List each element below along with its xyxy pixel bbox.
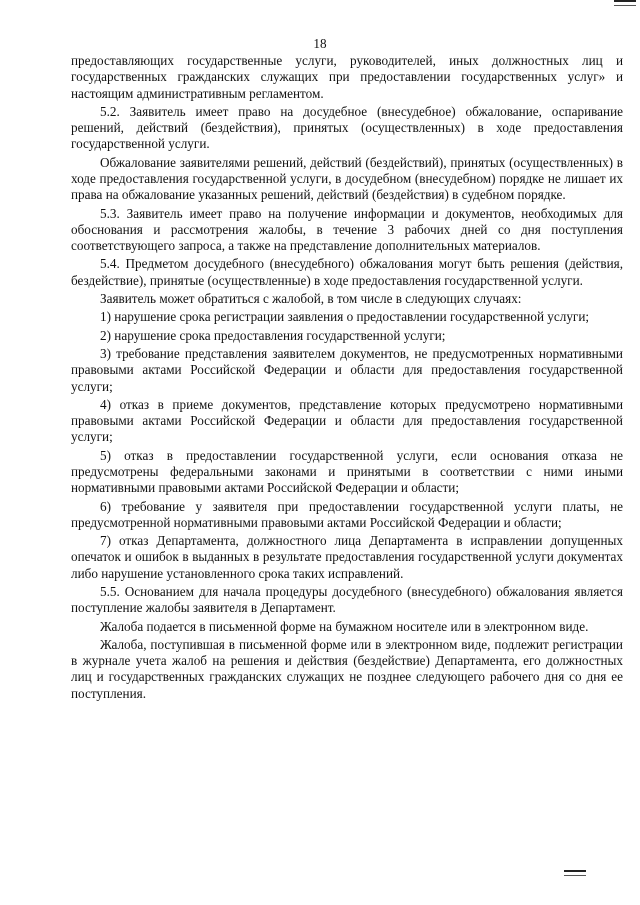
paragraph-complaint-form: Жалоба подается в письменной форме на бумажном носителе или в электронном виде. xyxy=(100,618,589,634)
list-item-4: 4) отказ в приеме документов, представление которых предусмотрено нормативными правовыми актами Российской Федерации и области для предоставления государственной услуги; xyxy=(71,396,623,445)
document-body xyxy=(71,53,623,704)
paragraph-5-3: 5.3. Заявитель имеет право на получение информации и документов, необходимых для обоснования и рассмотрения жалобы, в течение 3 рабочих дней со дня поступления соответствующего запроса, а также на представление дополнительных материалов. xyxy=(71,205,623,254)
page-number: 18 xyxy=(313,36,327,51)
corner-mark-top xyxy=(614,0,636,6)
paragraph-5-5: 5.5. Основанием для начала процедуры досудебного (внесудебного) обжалования является поступление жалобы заявителя в Департамент. xyxy=(71,583,623,616)
paragraph-5-4: 5.4. Предметом досудебного (внесудебного) обжалования могут быть решения (действия, бездействие), принятые (осуществленные) в ходе предоставления государственной услуги. xyxy=(71,256,623,288)
paragraph-continuation: предоставляющих государственные услуги, руководителей, иных должностных лиц и государственных гражданских служащих при предоставлении государственных услуг» и настоящим административным регламентом. xyxy=(71,53,623,101)
list-item-3: 3) требование представления заявителем документов, не предусмотренных нормативными правовыми актами Российской Федерации и области для предоставления государственной услуги; xyxy=(71,346,623,394)
paragraph-appeal-note: Обжалование заявителями решений, действий (бездействий), принятых (осуществленных) в ходе предоставления государственной услуги, в досудебном (внесудебном) порядке не лишает их права на обжалование указанных решений, действий (бездействия) в судебном порядке. xyxy=(71,154,623,203)
list-item-5: 5) отказ в предоставлении государственной услуги, если основания отказа не предусмотрены федеральными законами и принятыми в соответствии с ними иными нормативными правовыми актами Российской Федерации и области; xyxy=(71,447,623,496)
list-item-6: 6) требование у заявителя при предоставлении государственной услуги платы, не предусмотренной нормативными правовыми актами Российской Федерации и области; xyxy=(71,498,623,530)
paragraph-complaint-cases: Заявитель может обратиться с жалобой, в том числе в следующих случаях: xyxy=(100,290,522,306)
list-item-7: 7) отказ Департамента, должностного лица Департамента в исправлении допущенных опечаток и ошибок в выданных в результате предоставления государственной услуги документах либо нарушение установленного срока таких исправлений. xyxy=(71,533,623,581)
paragraph-5-2: 5.2. Заявитель имеет право на досудебное (внесудебное) обжалование, оспаривание решений, действий (бездействия), принятых (осуществленных) в ходе предоставления государственной услуги. xyxy=(71,103,623,152)
paragraph-complaint-registration: Жалоба, поступившая в письменной форме или в электронном виде, подлежит регистрации в журнале учета жалоб на решения и действия (бездействие) Департамента, его должностных лиц и государственных гражданских служащих не позднее следующего рабочего дня со дня ее поступления. xyxy=(71,636,623,701)
list-item-1: 1) нарушение срока регистрации заявления о предоставлении государственной услуги; xyxy=(100,309,590,325)
list-item-2: 2) нарушение срока предоставления государственной услуги; xyxy=(100,327,446,343)
corner-mark-bottom xyxy=(564,870,586,876)
